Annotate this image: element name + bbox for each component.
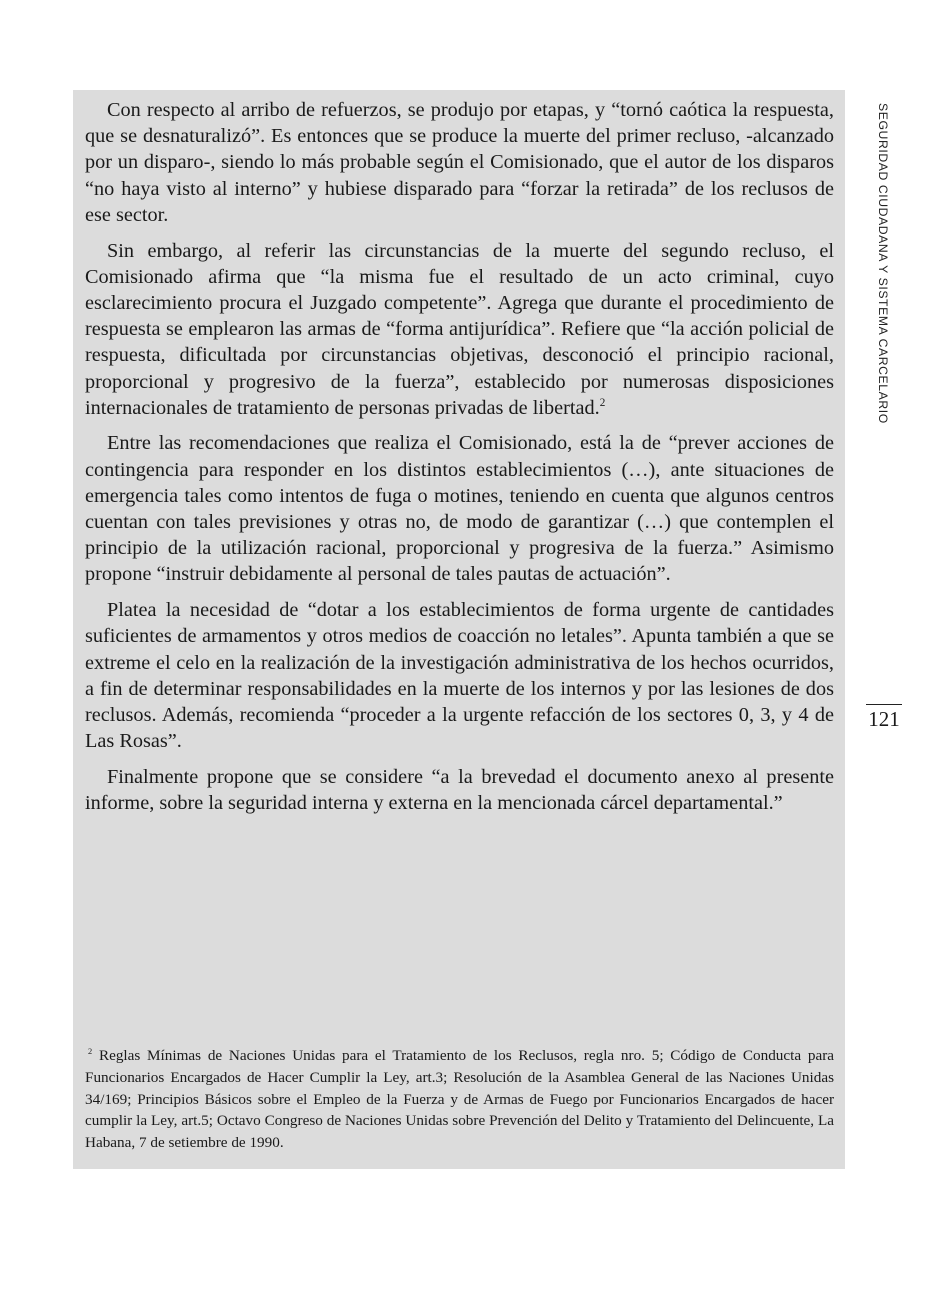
page-number-rule (866, 704, 902, 705)
footnote (85, 1045, 834, 1154)
footnote-paragraph (85, 1045, 834, 1154)
paragraph-4: Platea la necesidad de “dotar a los establecimientos de forma urgente de cantidades suficientes de armamentos y otros medios de coacción no letales”. Apunta también a que se extreme el celo en la realización de la investigación administrativa de los hechos ocurridos, a fin de determinar responsabilidades en la muerte de los internos y por las lesiones de dos reclusos. Además, recomienda “proceder a la urgente refacción de los sectores 0, 3, y 4 de Las Rosas”. (85, 599, 834, 753)
paragraph-1: Con respecto al arribo de refuerzos, se produjo por etapas, y “tornó caótica la respuesta, que se desnaturalizó”. Es entonces que se produce la muerte del primer recluso, -alcanzado por un disparo-, siendo lo más probable según el Comisionado, que el autor de los disparos “no haya visto al interno” y hubiese disparado para “forzar la retirada” de los reclusos de ese sector. (85, 99, 834, 226)
footnote-text: Reglas Mínimas de Naciones Unidas para el Tratamiento de los Reclusos, regla nro. 5; Código de Conducta para Funcionarios Encargados de Hacer Cumplir la Ley, art.3; Resolución de la Asamblea General de las Naciones Unidas 34/169; Principios Básicos sobre el Empleo de la Fuerza y de Armas de Fuego por Funcionarios Encargados de hacer cumplir la Ley, art.5; Octavo Congreso de Naciones Unidas sobre Prevención del Delito y Tratamiento del Delincuente, La Habana, 7 de setiembre de 1990. (85, 1047, 835, 1152)
footnote-reference: 2 (599, 396, 606, 409)
paragraph-2 (85, 238, 834, 421)
footnote-marker: 2 (88, 1046, 93, 1056)
paragraph-5: Finalmente propone que se considere “a la brevedad el documento anexo al presente informe, sobre la seguridad interna y externa en la mencionada cárcel departamental.” (85, 765, 834, 815)
paragraph-3: Entre las recomendaciones que realiza el Comisionado, está la de “prever acciones de contingencia para responder en los distintos establecimientos (…), ante situaciones de emergencia tales como intentos de fuga o motines, teniendo en cuenta que algunos centros cuentan con tales previsiones y otras no, de modo de garantizar (…) que contemplen el principio de la utilización racional, proporcional y progresiva de la fuerza.” Asimismo propone “instruir debidamente al personal de tales pautas de actuación”. (85, 432, 834, 586)
body-text (85, 97, 834, 826)
paragraph-2-text: Sin embargo, al referir las circunstancias de la muerte del segundo recluso, el Comisionado afirma que “la misma fue el resultado de un acto criminal, cuyo esclarecimiento procura el Juzgado competente”. Agrega que durante el procedimiento de respuesta se emplearon las armas de “forma antijurídica”. Refiere que “la acción policial de respuesta, dificultada por circunstancias objetivas, desconoció el principio racional, proporcional y progresivo de la fuerza”, establecido por numerosas disposiciones internacionales de tratamiento de personas privadas de libertad. (85, 239, 834, 419)
running-head: SEGURIDAD CIUDADANA Y SISTEMA CARCELARIO (876, 103, 890, 424)
page-number: 121 (868, 707, 900, 731)
